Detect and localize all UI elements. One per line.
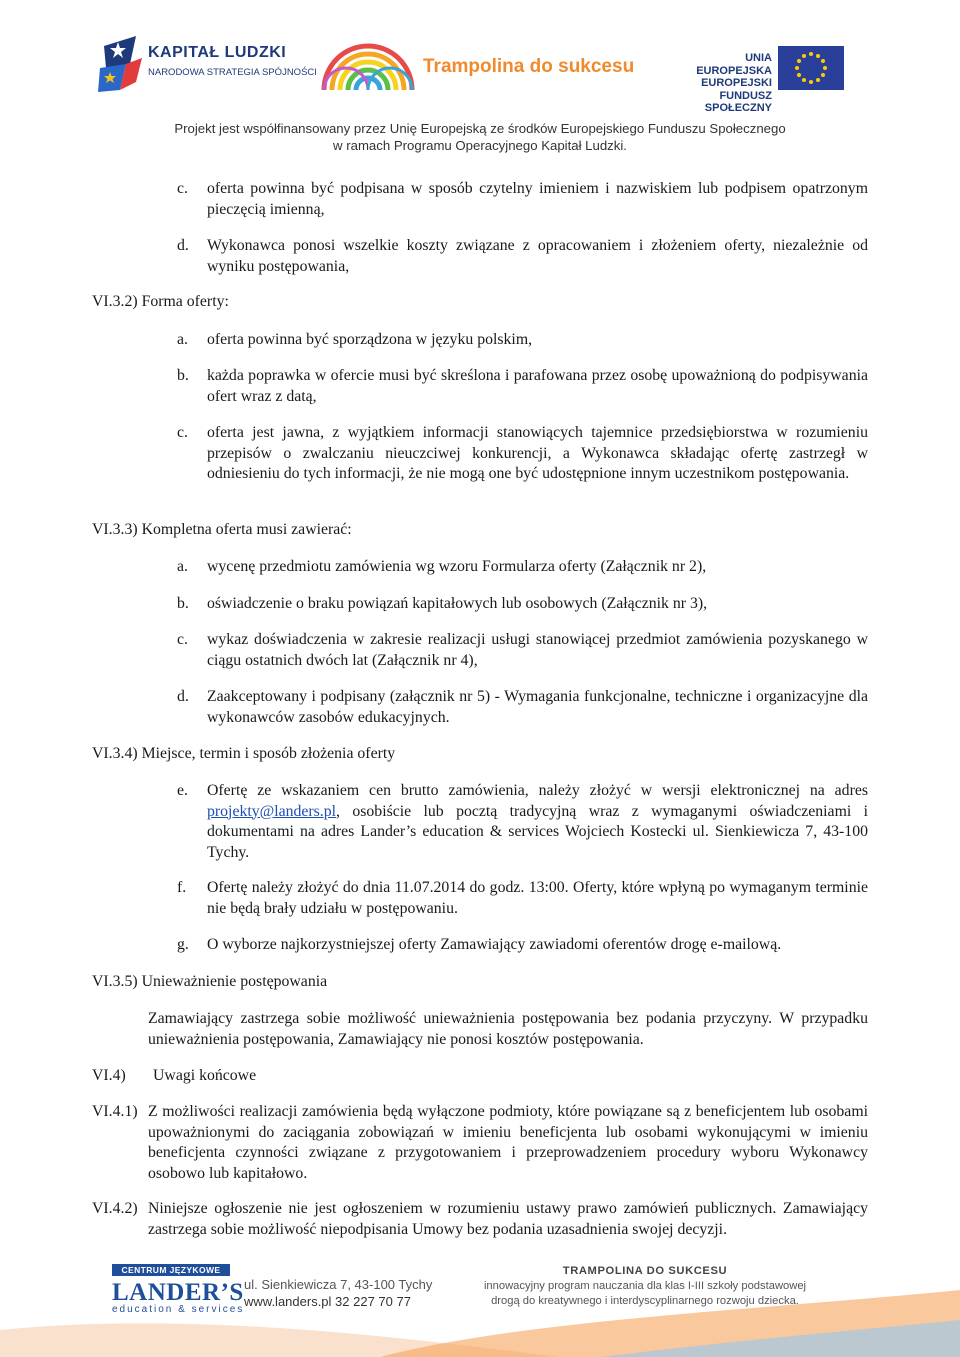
footer-trampolina-title: TRAMPOLINA DO SUKCESU — [562, 1265, 728, 1277]
item-text: Ofertę należy złożyć do dnia 11.07.2014 do godz. 13:00. Oferty, które wpłyną po wymaganym terminie nie będą brały udziału w postępowaniu. — [207, 879, 868, 917]
trampolina-logo — [318, 38, 418, 94]
section-number: VI.4) — [92, 1067, 126, 1084]
paragraph-number: VI.4.2) — [92, 1200, 138, 1217]
item-text: oferta powinna być podpisana w sposób czytelny imieniem i nazwiskiem lub podpisem opatrzonym pieczęcią imienną, — [207, 180, 868, 218]
ue-line-2: EUROPEJSKI — [701, 77, 772, 89]
item-text: oświadczenie o braku powiązań kapitałowych lub osobowych (Załącznik nr 3), — [207, 595, 708, 612]
item-label: c. — [177, 631, 188, 648]
trampolina-title: Trampolina do sukcesu — [423, 56, 635, 77]
item-text: Zaakceptowany i podpisany (załącznik nr 5) - Wymagania funkcjonalne, techniczne i organizacyjne dla wykonawców zasobów edukacyjnych. — [207, 688, 868, 726]
item-label: c. — [177, 424, 188, 441]
footer-trampolina-line-1: innowacyjny program nauczania dla klas I-III szkoły podstawowej — [483, 1280, 807, 1292]
lander-top-label: CENTRUM JĘZYKOWE — [112, 1264, 230, 1276]
footer-contact: www.landers.pl 32 227 70 77 — [244, 1294, 411, 1309]
paragraph-number: VI.4.1) — [92, 1103, 138, 1120]
section-text: Zamawiający zastrzega sobie możliwość unieważnienia postępowania bez podania przyczyny. W przypadku unieważnienia postępowania, Zamawiający nie ponosi kosztów postępowania. — [148, 1010, 868, 1048]
section-heading: VI.3.5) Unieważnienie postępowania — [92, 973, 328, 990]
footer-address: ul. Sienkiewicza 7, 43-100 Tychy — [244, 1277, 433, 1292]
footer-trampolina-block — [470, 1264, 820, 1309]
ue-title — [684, 52, 772, 115]
eu-flag — [778, 46, 844, 90]
item-label: d. — [177, 237, 189, 254]
item-text: oferta powinna być sporządzona w języku polskim, — [207, 331, 533, 348]
item-text: każda poprawka w ofercie musi być skreślona i parafowana przez osobę upoważnioną do podpisywania ofert wraz z datą, — [207, 367, 868, 405]
item-label: a. — [177, 558, 188, 575]
item-label: c. — [177, 180, 188, 197]
kapital-ludzki-title: KAPITAŁ LUDZKI — [148, 44, 287, 61]
ue-line-1: UNIA EUROPEJSKA — [696, 52, 772, 77]
cofinance-line-2: w ramach Programu Operacyjnego Kapitał Ludzki. — [333, 138, 627, 153]
item-label: f. — [177, 879, 187, 896]
footer-address-block — [244, 1276, 432, 1310]
section-heading: VI.3.4) Miejsce, termin i sposób złożenia oferty — [92, 745, 396, 762]
section-heading: VI.3.3) Kompletna oferta musi zawierać: — [92, 521, 352, 538]
item-label: e. — [177, 782, 188, 799]
ue-line-3: FUNDUSZ SPOŁECZNY — [704, 89, 772, 114]
item-text — [207, 781, 868, 863]
item-label: a. — [177, 331, 188, 348]
item-label: d. — [177, 688, 189, 705]
trampolina-rainbow-icon — [318, 38, 418, 94]
email-link[interactable]: projekty@landers.pl — [207, 802, 337, 820]
item-text: wycenę przedmiotu zamówienia wg wzoru Formularza oferty (Załącznik nr 2), — [207, 558, 707, 575]
lander-logo-text: LANDER’S — [112, 1279, 244, 1306]
item-text-end: , osobiście lub pocztą tradycyjną wraz z wymaganymi oświadczeniami i dokumentami na adres Lander’s education & services Wojciech Kostecki ul. Sienkiewicza 7, 43-100 Tychy. — [207, 802, 868, 861]
section-heading: VI.3.2) Forma oferty: — [92, 293, 229, 310]
item-text: Wykonawca ponosi wszelkie koszty związane z opracowaniem i złożeniem oferty, niezależnie od wyniku postępowania, — [207, 237, 868, 275]
paragraph-text: Niniejsze ogłoszenie nie jest ogłoszeniem w rozumieniu ustawy prawo zamówień publicznych. Zamawiający zastrzega sobie możliwość niepodpisania Umowy bez podania uzasadnienia swojej decyzji. — [148, 1200, 868, 1238]
kapital-ludzki-logo — [96, 34, 146, 94]
kapital-ludzki-subtitle: NARODOWA STRATEGIA SPÓJNOŚCI — [148, 67, 317, 78]
item-label: b. — [177, 367, 189, 384]
lander-tagline: education & services — [112, 1304, 245, 1315]
footer-trampolina-line-2: drogą do kreatywnego i interdyscyplinarnego rozwoju dziecka. — [491, 1295, 799, 1307]
paragraph-text: Z możliwości realizacji zamówienia będą wyłączone podmioty, które powiązane są z beneficjentem lub osobami upoważnionymi do zaciągania zobowiązań w imieniu beneficjenta lub osobami wykonującymi w imieniu beneficjenta czynności związane z przygotowaniem i przeprowadzeniem procedury wyboru Wykonawcy osobowo lub kapitałowo. — [148, 1103, 868, 1182]
section-heading: Uwagi końcowe — [153, 1067, 257, 1084]
eu-stars-icon — [778, 46, 844, 90]
item-text: wykaz doświadczenia w zakresie realizacji usługi stanowiącej przedmiot zamówienia pozyskanego w ciągu ostatnich dwóch lat (Załącznik nr 4), — [207, 631, 868, 669]
item-text: O wyborze najkorzystniejszej oferty Zamawiający zawiadomi oferentów drogę e-mailową. — [207, 936, 782, 953]
item-text: oferta jest jawna, z wyjątkiem informacji stanowiących tajemnice przedsiębiorstwa w rozumieniu przepisów o zwalczaniu nieuczciwej konkurencji, a Wykonawca składając ofertę zastrzegł w odniesieniu do tych informacji, że nie mogą one być udostępnione innym uczestnikom postępowania. — [207, 424, 868, 482]
item-text-start: Ofertę ze wskazaniem cen brutto zamówienia, należy złożyć w wersji elektronicznej na adres — [207, 782, 868, 799]
item-label: g. — [177, 936, 189, 953]
item-label: b. — [177, 595, 189, 612]
cofinance-line-1: Projekt jest współfinansowany przez Unię Europejską ze środków Europejskiego Funduszu Społecznego — [174, 121, 786, 136]
kapital-ludzki-emblem-icon — [96, 34, 146, 94]
